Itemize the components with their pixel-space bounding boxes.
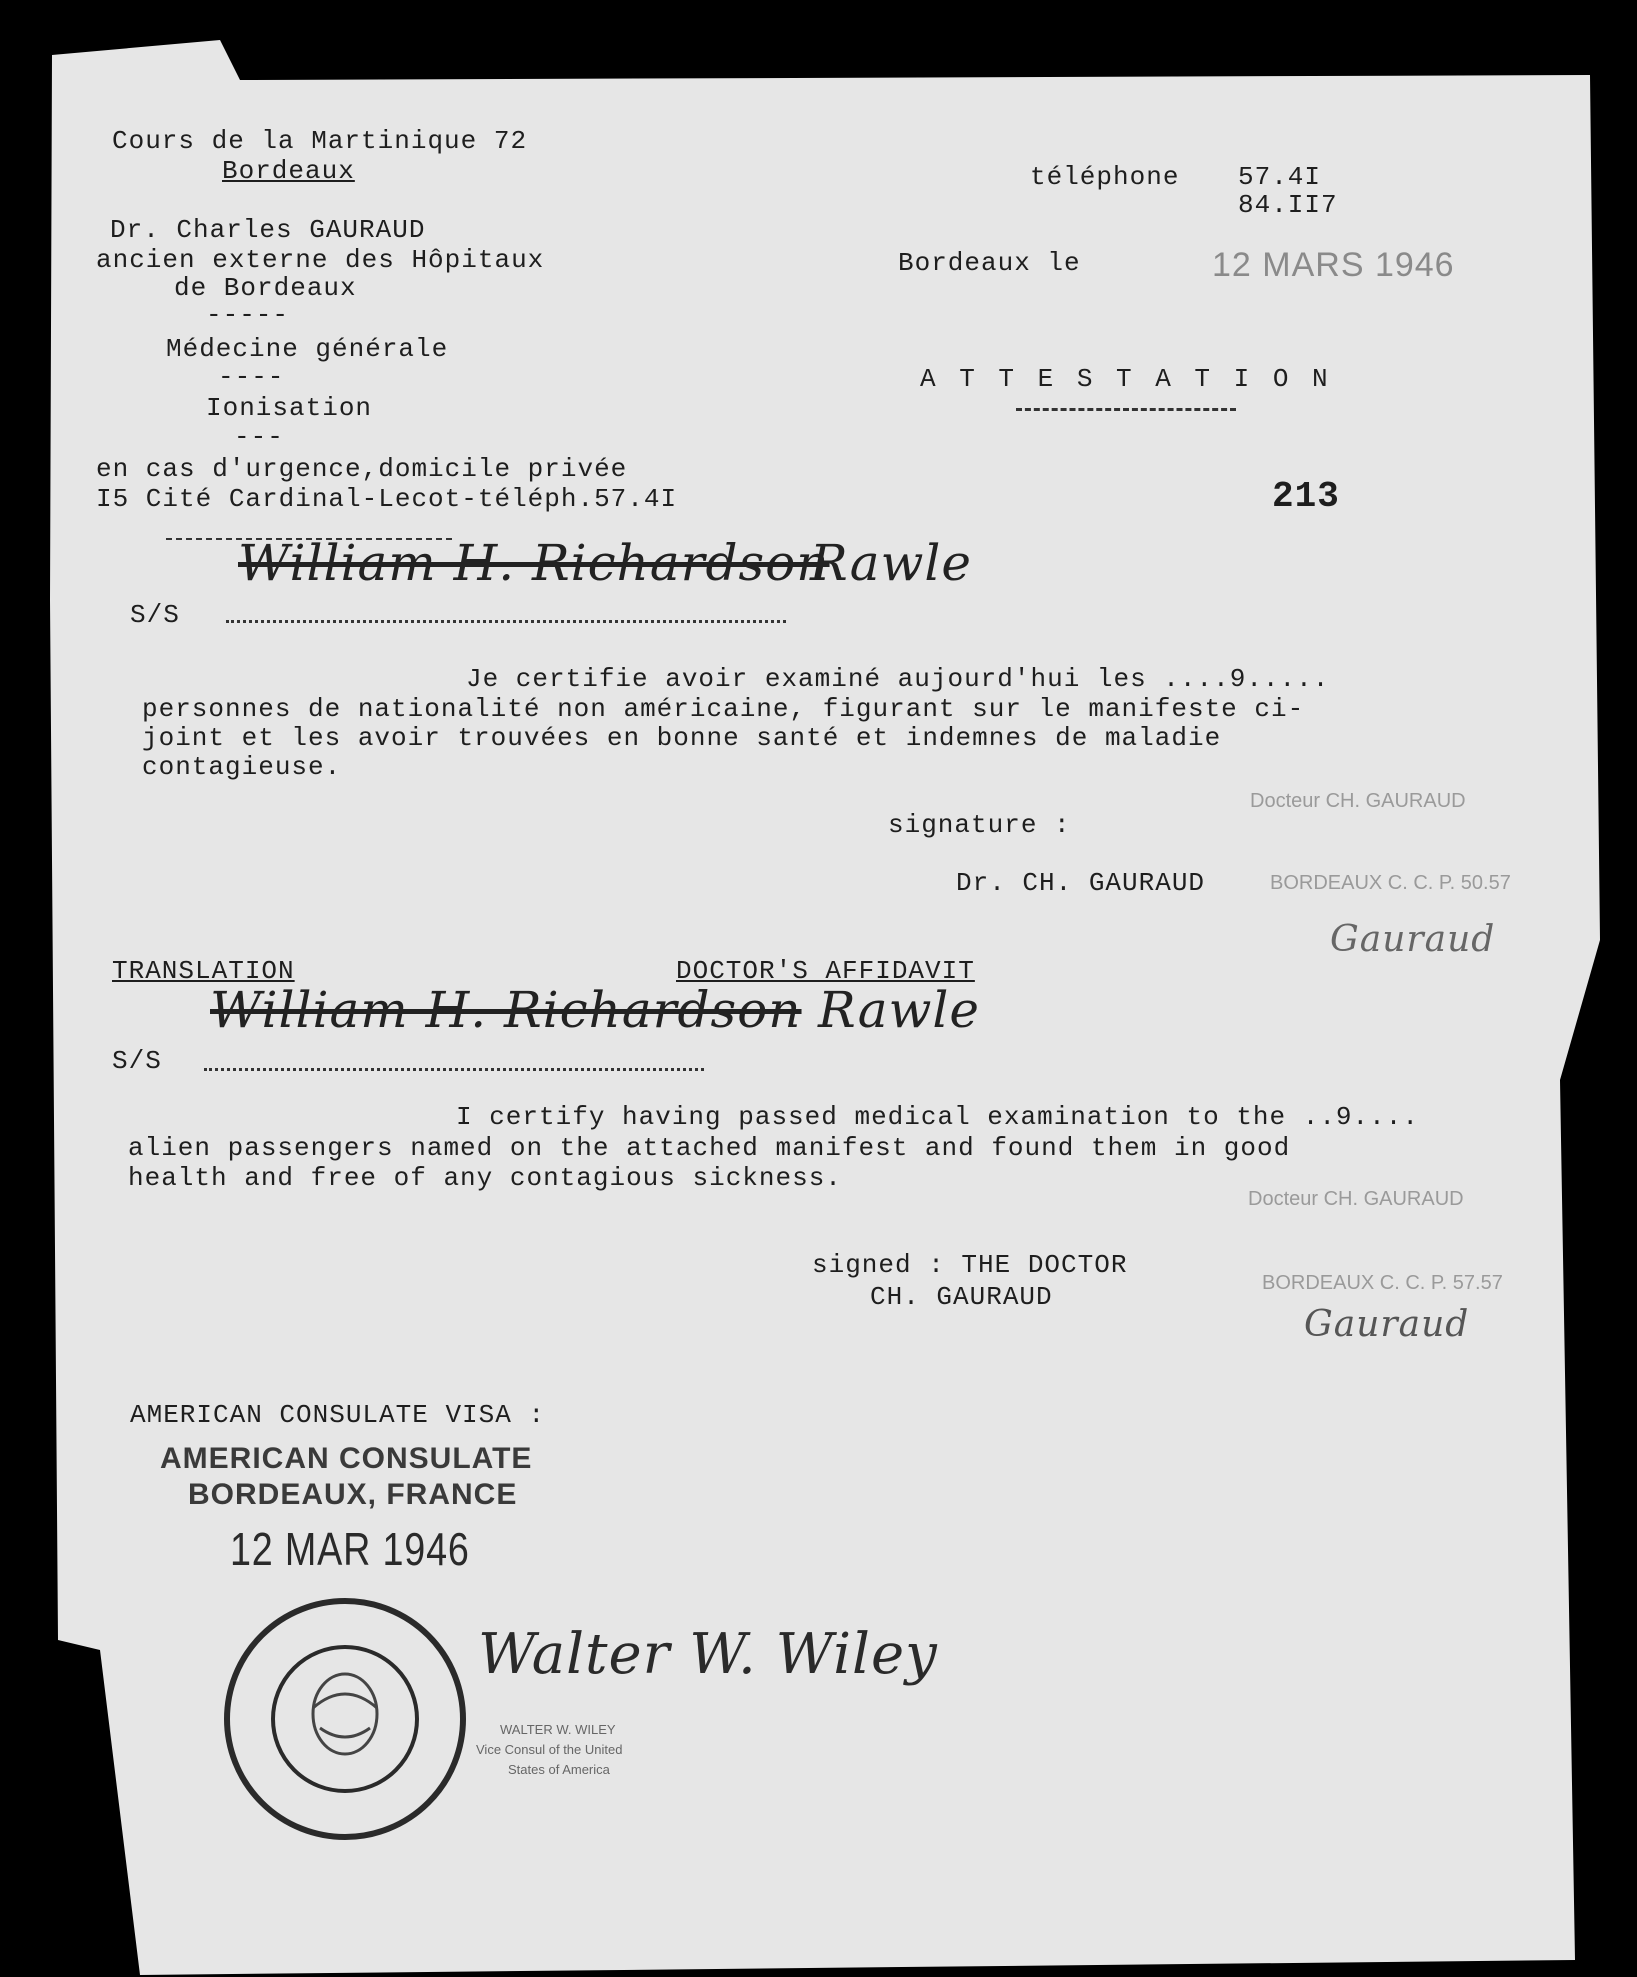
french-line-3: joint et les avoir trouvées en bonne santé et indemnes de maladie (142, 723, 1222, 753)
translation-line-2: alien passengers named on the attached manifest and found them in good (128, 1133, 1291, 1163)
doctor-stamp-2-signature: Gauraud (1304, 1304, 1470, 1345)
consul-name-line-3: States of America (508, 1762, 610, 1777)
specialty-2: Ionisation (206, 393, 373, 423)
consul-name-line-2: Vice Consul of the United (476, 1742, 623, 1757)
translation-ship-name: Rawle (818, 981, 980, 1039)
signature-label: signature : (888, 810, 1071, 840)
translation-signed-1: signed : THE DOCTOR (812, 1250, 1128, 1280)
consulate-visa-label: AMERICAN CONSULATE VISA : (130, 1400, 546, 1430)
consulate-date-stamp: 12 MAR 1946 (230, 1523, 470, 1575)
place-date-label: Bordeaux le (898, 248, 1081, 278)
translation-ship-prefix: S/S (112, 1046, 162, 1076)
french-line-2: personnes de nationalité non américaine, figurant sur le manifeste ci- (142, 694, 1305, 724)
address-line-1: Cours de la Martinique 72 (112, 126, 528, 156)
separator-2: ---- (218, 362, 285, 392)
telephone-label: téléphone (1030, 162, 1180, 192)
consulate-stamp-line-2: BORDEAUX, FRANCE (188, 1478, 518, 1511)
french-line-1: Je certifie avoir examiné aujourd'hui les ....9..... (466, 664, 1330, 694)
consulate-seal (222, 1596, 468, 1842)
ship-name: Rawle (810, 534, 972, 592)
translation-label: TRANSLATION (112, 956, 295, 986)
translation-title: DOCTOR'S AFFIDAVIT (676, 956, 975, 986)
ship-dotted-line (226, 620, 786, 623)
consul-name-line-1: WALTER W. WILEY (500, 1722, 616, 1737)
telephone-number-1: 57.4I (1238, 162, 1322, 192)
ship-prefix: S/S (130, 600, 180, 630)
doctor-stamp-2-line-2: BORDEAUX C. C. P. 57.57 (1262, 1272, 1503, 1294)
emergency-line-2: I5 Cité Cardinal-Lecot-téléph.57.4I (96, 484, 678, 514)
date-stamp: 12 MARS 1946 (1212, 246, 1455, 284)
translation-line-3: health and free of any contagious sickness. (128, 1163, 842, 1193)
document-number: 213 (1272, 476, 1340, 517)
telephone-number-2: 84.II7 (1238, 190, 1338, 220)
address-line-2: Bordeaux (222, 156, 355, 186)
specialty-1: Médecine générale (166, 334, 449, 364)
consul-signature: Walter W. Wiley (478, 1622, 938, 1687)
translation-dotted-line (204, 1068, 704, 1071)
doctor-stamp-1-signature: Gauraud (1330, 919, 1496, 960)
doctor-title-2: de Bordeaux (174, 273, 357, 303)
doctor-title-1: ancien externe des Hôpitaux (96, 245, 545, 275)
doctor-stamp-2-line-1: Docteur CH. GAURAUD (1248, 1188, 1464, 1210)
attestation-title: A T T E S T A T I O N (920, 364, 1332, 394)
translation-signed-2: CH. GAURAUD (870, 1282, 1053, 1312)
doctor-name: Dr. Charles GAURAUD (110, 215, 426, 245)
emergency-line-1: en cas d'urgence,domicile privée (96, 454, 628, 484)
french-signer: Dr. CH. GAURAUD (956, 868, 1206, 898)
title-rule (1016, 408, 1236, 411)
doctor-stamp-1-line-1: Docteur CH. GAURAUD (1250, 790, 1466, 812)
doctor-stamp-1-line-2: BORDEAUX C. C. P. 50.57 (1270, 872, 1511, 894)
ship-name-struck: William H. Richardson (238, 534, 830, 592)
consulate-stamp-line-1: AMERICAN CONSULATE (160, 1442, 533, 1475)
separator-1: ----- (206, 300, 290, 330)
translation-ship-name-struck: William H. Richardson (210, 981, 802, 1039)
translation-line-1: I certify having passed medical examination to the ..9.... (456, 1102, 1419, 1132)
separator-3: --- (234, 422, 284, 452)
french-line-4: contagieuse. (142, 752, 342, 782)
